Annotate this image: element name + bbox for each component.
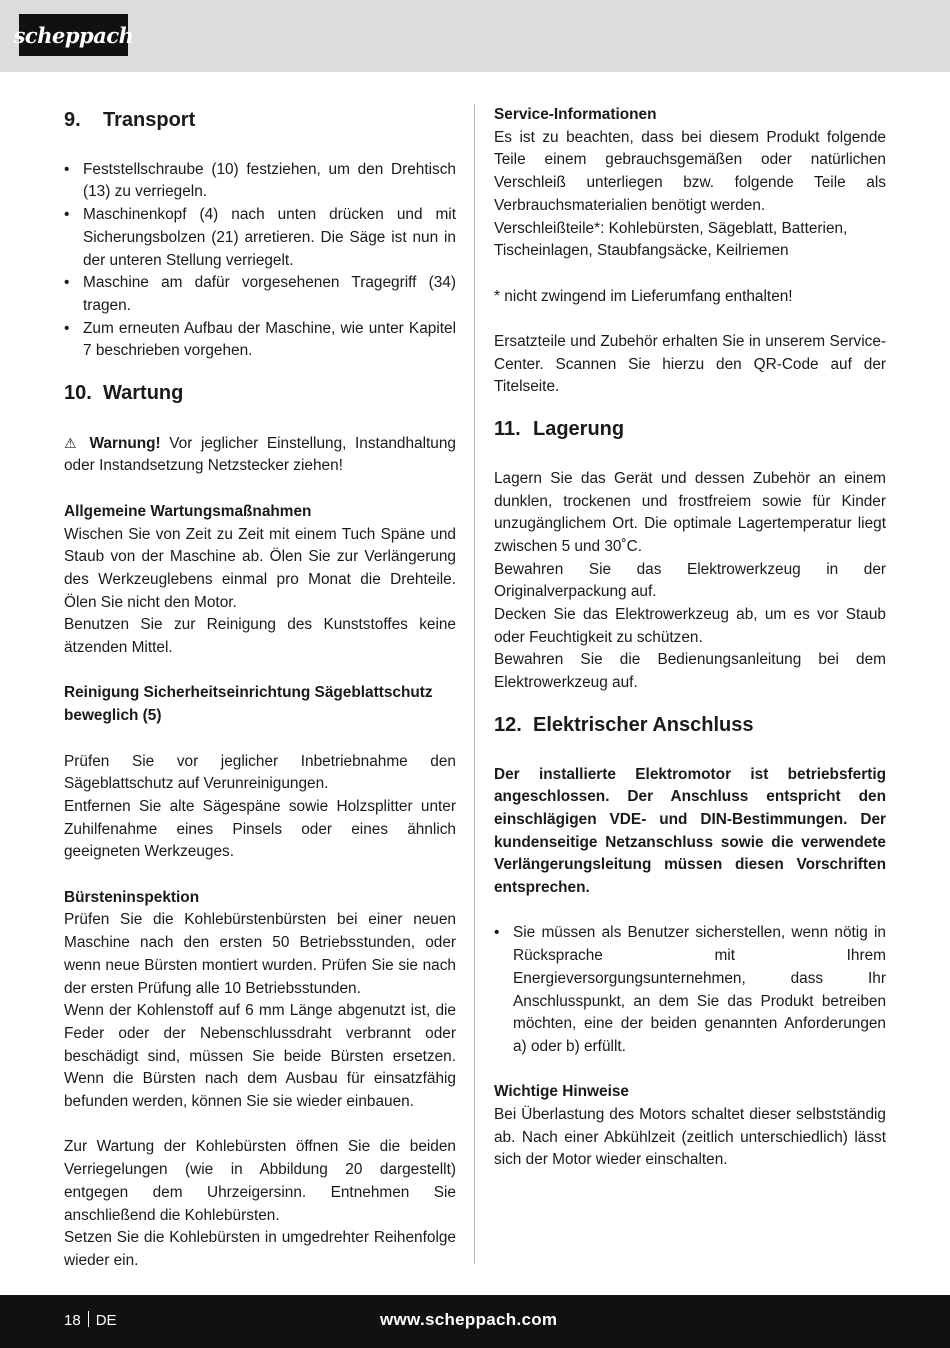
paragraph: Prüfen Sie vor jeglicher Inbetriebnahme den Sägeblattschutz auf Verunreinigungen. <box>64 752 456 793</box>
section-title: Transport <box>103 109 196 131</box>
bullet-icon: • <box>64 206 70 224</box>
website-link[interactable]: www.scheppach.com <box>380 1310 558 1329</box>
section-heading-wartung <box>64 377 456 409</box>
paragraph-bold: Der installierte Elektromotor ist betriebsfertig angeschlossen. Der Anschluss entspricht den einschlägigen VDE- und DIN-Bestimmungen. Der kundenseitige Netzanschluss sowie die verwendete Verlängerungsleitung müssen diesen Vorschriften entsprechen. <box>494 765 886 897</box>
column-divider <box>474 104 475 1264</box>
bullet-icon: • <box>494 924 500 942</box>
section-number: 11. <box>494 418 521 441</box>
section-number: 10. <box>64 382 92 405</box>
paragraph: Benutzen Sie zur Reinigung des Kunststoffes keine ätzenden Mittel. <box>64 616 456 657</box>
transport-list <box>64 159 456 363</box>
page-footer <box>0 1295 950 1348</box>
anschluss-list <box>494 922 886 1058</box>
right-column <box>494 104 886 1172</box>
warning-paragraph <box>64 432 456 478</box>
warning-label: Warnung! <box>89 434 161 452</box>
section-heading-anschluss <box>494 709 886 741</box>
subheading-reinigung: Reinigung Sicherheitseinrichtung Sägeblattschutz beweglich (5) <box>64 684 433 725</box>
section-heading-transport <box>64 104 456 136</box>
subheading-buersten: Bürsteninspektion <box>64 888 200 906</box>
language-code: DE <box>95 1312 117 1329</box>
paragraph: Lagern Sie das Gerät und dessen Zubehör an einem dunklen, trockenen und frostfreiem sowie für Kinder unzugänglichem Ort. Die optimale Lagertemperatur liegt zwischen 5 und 30˚C. <box>494 469 886 555</box>
warning-text: Vor jeglicher Einstellung, Instandhaltung oder Instandsetzung Netzstecker ziehen! <box>64 434 456 475</box>
paragraph: Wenn der Kohlenstoff auf 6 mm Länge abgenutzt ist, die Feder oder der Nebenschlussdraht verbrannt oder beschädigt sind, müssen Sie beide Bürsten ersetzen. Wenn die Bürsten nach dem Ausbau für einsatzfähig befunden werden, können Sie sie wieder einbauen. <box>64 1002 456 1111</box>
separator <box>88 1311 89 1327</box>
paragraph: * nicht zwingend im Lieferumfang enthalten! <box>494 287 793 305</box>
paragraph: Decken Sie das Elektrowerkzeug ab, um es vor Staub oder Feuchtigkeit zu schützen. <box>494 606 886 646</box>
page-header <box>0 0 950 72</box>
page-number: 18 DE <box>64 1312 117 1329</box>
section-number: 9. <box>64 109 81 131</box>
list-item: • Zum erneuten Aufbau der Maschine, wie unter Kapitel 7 beschrieben vorgehen. <box>64 319 456 360</box>
bullet-icon: • <box>64 274 70 292</box>
scheppach-logo: scheppach <box>19 14 128 56</box>
section-title: Elektrischer Anschluss <box>533 713 754 736</box>
list-item: • Maschinenkopf (4) nach unten drücken und mit Sicherungsbolzen (21) arretieren. Die Säge ist nun in der unteren Stellung verriegelt. <box>64 206 456 269</box>
paragraph: Setzen Sie die Kohlebürsten in umgedrehter Reihenfolge wieder ein. <box>64 1229 456 1269</box>
list-item: • Maschine am dafür vorgesehenen Tragegriff (34) tragen. <box>64 274 456 314</box>
left-column <box>64 104 456 1273</box>
paragraph: Wischen Sie von Zeit zu Zeit mit einem Tuch Späne und Staub von der Maschine ab. Ölen Sie zur Verlängerung des Werkzeuglebens einmal pro Monat die Drehteile. Ölen Sie nicht den Motor. <box>64 525 456 611</box>
subheading-allgemein: Allgemeine Wartungsmaßnahmen <box>64 502 312 520</box>
section-title: Wartung <box>103 382 184 405</box>
section-title: Lagerung <box>533 418 625 441</box>
paragraph: Prüfen Sie die Kohlebürstenbürsten bei einer neuen Maschine nach den ersten 50 Betriebsstunden, oder wenn neue Bürsten montiert wurden. Prüfen Sie sie nach der ersten Prüfung alle 10 Betriebsstunden. <box>64 911 456 997</box>
list-item: • Sie müssen als Benutzer sicherstellen, wenn nötig in Rücksprache mit Ihrem Energieversorgungsunternehmen, dass Ihr Anschlusspunkt, an dem Sie das Produkt betreiben möchten, eine der beiden genannten Anforderungen a) oder b) erfüllt. <box>494 924 886 1055</box>
paragraph: Verschleißteile*: Kohlebürsten, Sägeblatt, Batterien, Tischeinlagen, Staubfangsäcke, Keilriemen <box>494 219 848 260</box>
paragraph: Zur Wartung der Kohlebürsten öffnen Sie die beiden Verriegelungen (wie in Abbildung 20 dargestellt) entgegen dem Uhrzeigersinn. Entnehmen Sie anschließend die Kohlebürsten. <box>64 1138 456 1224</box>
list-item: • Feststellschraube (10) festziehen, um den Drehtisch (13) zu verriegeln. <box>64 160 456 201</box>
paragraph: Ersatzteile und Zubehör erhalten Sie in unserem Service-Center. Scannen Sie hierzu den QR-Code auf der Titelseite. <box>494 333 886 396</box>
subheading-service: Service-Informationen <box>494 106 657 123</box>
section-number: 12. <box>494 713 522 736</box>
bullet-icon: • <box>64 160 70 178</box>
bullet-icon: • <box>64 319 70 337</box>
paragraph: Bewahren Sie die Bedienungsanleitung bei dem Elektrowerkzeug auf. <box>494 651 886 692</box>
paragraph: Bei Überlastung des Motors schaltet dieser selbstständig ab. Nach einer Abkühlzeit (zeitlich unterschiedlich) lässt sich der Motor wieder einschalten. <box>494 1106 886 1169</box>
section-heading-lagerung <box>494 413 886 445</box>
subheading-hinweise: Wichtige Hinweise <box>494 1083 629 1101</box>
warning-triangle-icon: ⚠ <box>64 434 81 451</box>
paragraph: Entfernen Sie alte Sägespäne sowie Holzsplitter unter Zuhilfenahme eines Pinsels oder eines ähnlich geeigneten Werkzeuges. <box>64 797 456 861</box>
paragraph: Bewahren Sie das Elektrowerkzeug in der Originalverpackung auf. <box>494 560 886 601</box>
paragraph: Es ist zu beachten, dass bei diesem Produkt folgende Teile einem gebrauchsgemäßen oder natürlichen Verschleiß unterliegen bzw. folgende Teile als Verbrauchsmaterialien benötigt werden. <box>494 128 886 214</box>
